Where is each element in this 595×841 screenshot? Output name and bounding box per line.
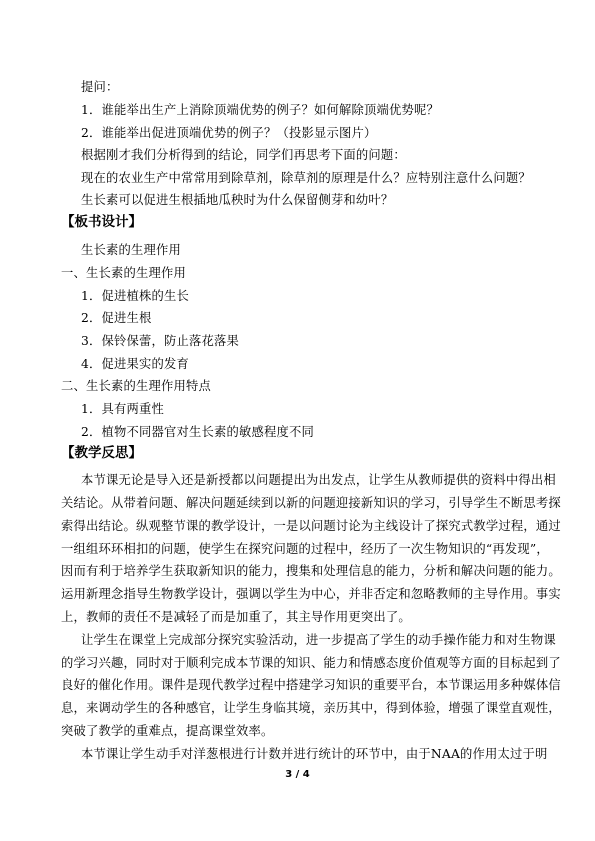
- question-1: 1．谁能举出生产上消除顶端优势的例子？如何解除顶端优势呢？: [81, 103, 439, 117]
- reflection-line: 因而有利于培养学生获取新知识的能力，搜集和处理信息的能力，分析和解决问题的能力。: [61, 564, 561, 578]
- board-item: 1．促进植株的生长: [81, 289, 189, 303]
- board-section-2: 二、生长素的生理作用特点: [61, 379, 211, 393]
- board-design-heading: 【板书设计】: [61, 214, 142, 230]
- reflection-line: 的学习兴趣，同时对于顺利完成本节课的知识、能力和情感态度价值观等方面的目标起到了: [61, 656, 561, 670]
- reflection-line: 运用新理念指导生物教学设计，强调以学生为中心，并非否定和忽略教师的主导作用。事实: [61, 587, 561, 601]
- reflection-line: 本节课无论是导入还是新授都以问题提出为出发点，让学生从教师提供的资料中得出相: [81, 473, 556, 487]
- reflection-line: 良好的催化作用。课件是现代教学过程中搭建学习知识的重要平台，本节课运用多种媒体信: [61, 678, 561, 692]
- reflection-line: 本节课让学生动手对洋葱根进行计数并进行统计的环节中，由于NAA的作用太过于明: [81, 747, 548, 761]
- board-item: 2．促进生根: [81, 311, 152, 325]
- board-item: 4．促进果实的发育: [81, 357, 189, 371]
- reflection-line: 一组组环环相扣的问题，使学生在探究问题的过程中，经历了一次生物知识的“再发现”，: [61, 542, 549, 556]
- reflection-line: 突破了教学的重难点，提高课堂效率。: [61, 724, 274, 738]
- reflection-line: 让学生在课堂上完成部分探究实验活动，进一步提高了学生的动手操作能力和对生物课: [81, 633, 556, 647]
- board-item: 3．保铃保蕾，防止落花落果: [81, 334, 239, 348]
- board-section-1: 一、生长素的生理作用: [61, 266, 186, 280]
- reflection-line: 索得出结论。纵观整节课的教学设计，一是以问题讨论为主线设计了探究式教学过程，通过: [61, 519, 561, 533]
- page-number: 3 / 4: [285, 769, 310, 780]
- board-item: 2．植物不同器官对生长素的敏感程度不同: [81, 425, 314, 439]
- question-2: 2．谁能举出促进顶端优势的例子？（投影显示图片）: [81, 126, 377, 140]
- reflection-line: 息，来调动学生的各种感官，让学生身临其境，亲历其中，得到体验，增强了课堂直观性，: [61, 701, 561, 715]
- reflection-line: 关结论。从带着问题、解决问题延续到以新的问题迎接新知识的学习，引导学生不断思考探: [61, 496, 561, 510]
- reflection-heading: 【教学反思】: [61, 445, 142, 461]
- board-title: 生长素的生理作用: [81, 243, 181, 257]
- question-line-1: 根据刚才我们分析得到的结论，同学们再思考下面的问题：: [81, 148, 406, 162]
- question-intro: 提问：: [81, 80, 119, 94]
- board-item: 1．具有两重性: [81, 402, 165, 416]
- reflection-line: 上，教师的责任不是减轻了而是加重了，其主导作用更突出了。: [61, 610, 411, 624]
- question-line-2: 现在的农业生产中常常用到除草剂，除草剂的原理是什么？应特别注意什么问题？: [81, 171, 531, 185]
- question-line-3: 生长素可以促进生根插地瓜秧时为什么保留侧芽和幼叶？: [81, 193, 394, 207]
